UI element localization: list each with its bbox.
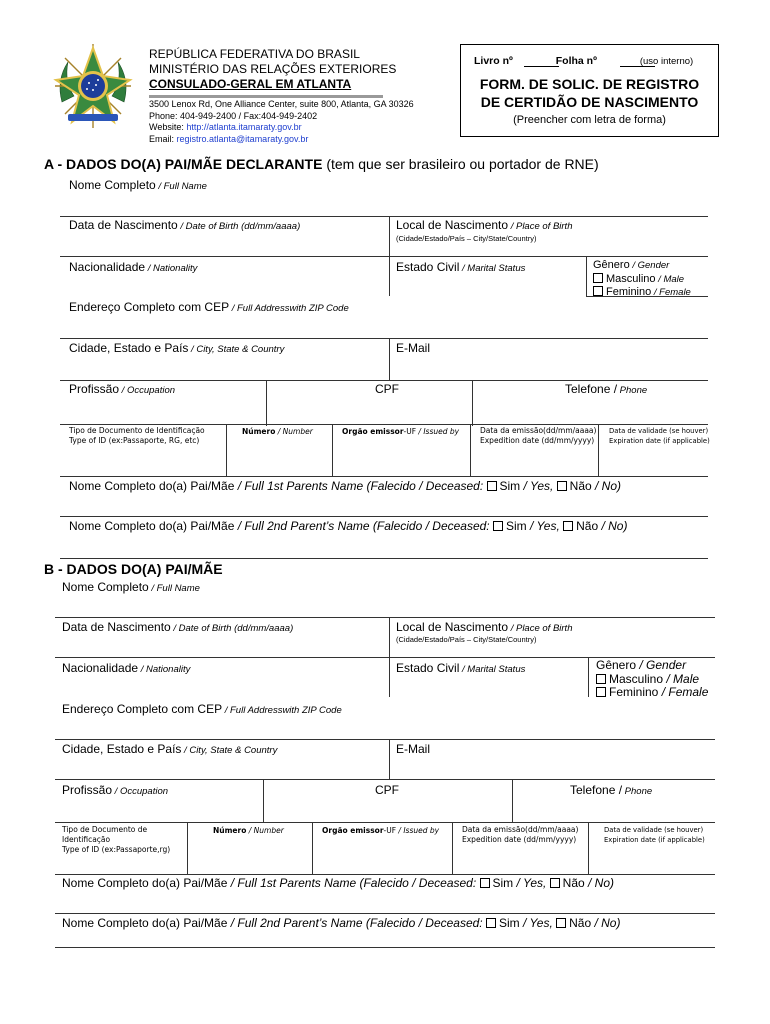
a-parent1-label: Nome Completo do(a) Pai/Mãe / Full 1st Parents Name (Falecido / Deceased: Sim / Yes, Não / No): [69, 479, 622, 493]
b-male-option[interactable]: Masculino / Male: [596, 673, 708, 687]
a-divider: [332, 424, 333, 476]
a-id-number-label: Número / Number: [242, 427, 313, 436]
a-female-option[interactable]: Feminino / Female: [593, 286, 691, 300]
a-line: [60, 424, 708, 425]
a-divider: [586, 256, 587, 296]
a-line: [60, 256, 708, 257]
a-line: [586, 296, 708, 297]
b-pob-label: Local de Nascimento / Place of Birth: [396, 620, 573, 634]
a-line: [60, 476, 708, 477]
folha-label: Folha nº: [555, 55, 597, 67]
a-divider: [472, 380, 473, 426]
b-divider: [588, 822, 589, 874]
b-id-type-label: Tipo de Documento de Identificação Type of ID (ex:Passaporte,rg): [62, 825, 171, 854]
a-divider: [389, 338, 390, 380]
b-parent1-nao-checkbox[interactable]: [550, 878, 560, 888]
b-gender-block: [596, 659, 708, 700]
b-divider: [588, 657, 589, 697]
form-title-box: [460, 44, 719, 137]
header-block: [149, 47, 396, 92]
b-address-label: Endereço Completo com CEP / Full Addresswith ZIP Code: [62, 702, 342, 716]
a-occupation-label: Profissão / Occupation: [69, 382, 176, 396]
b-divider: [263, 779, 264, 823]
b-full-name-label: Nome Completo / Full Name: [62, 580, 200, 594]
coat-of-arms-logo: [52, 40, 134, 132]
b-pob-sub: (Cidade/Estado/País – City/State/Country): [396, 635, 537, 644]
a-cpf-label: CPF: [375, 382, 399, 396]
a-pob-sub: (Cidade/Estado/País – City/State/Country): [396, 234, 537, 243]
a-parent2-nao-checkbox[interactable]: [563, 521, 573, 531]
address-text: 3500 Lenox Rd, One Alliance Center, suite 800, Atlanta, GA 30326: [149, 99, 414, 109]
header-line-ministerio: MINISTÉRIO DAS RELAÇÕES EXTERIORES: [149, 62, 397, 76]
livro-field[interactable]: [524, 66, 559, 67]
a-male-checkbox[interactable]: [593, 273, 603, 283]
a-issue-date-label: Data da emissão(dd/mm/aaaa) Expedition date (dd/mm/yyyy): [480, 426, 597, 445]
b-divider: [312, 822, 313, 874]
b-divider: [512, 779, 513, 823]
b-expiry-label: Data de validade (se houver) Expiration date (if applicable): [604, 826, 705, 844]
website-label: Website:: [149, 122, 187, 132]
b-dob-label: Data de Nascimento / Date of Birth (dd/mm/aaaa): [62, 620, 294, 634]
fill-note: (Preencher com letra de forma): [513, 114, 666, 126]
a-line: [60, 216, 708, 217]
email-link[interactable]: registro.atlanta@itamaraty.gov.br: [176, 133, 309, 144]
header-line-republica: REPÚBLICA FEDERATIVA DO BRASIL: [149, 47, 360, 61]
b-issue-date-label: Data da emissão(dd/mm/aaaa) Expedition date (dd/mm/yyyy): [462, 825, 579, 844]
b-cpf-label: CPF: [375, 783, 399, 797]
header-divider: [149, 95, 383, 98]
b-issuer-label: Orgão emissor-UF / Issued by: [322, 826, 440, 835]
folha-field[interactable]: [620, 66, 655, 67]
b-marital-label: Estado Civil / Marital Status: [396, 661, 526, 675]
a-phone-label: Telefone / Phone: [565, 382, 648, 396]
a-dob-label: Data de Nascimento / Date of Birth (dd/mm/aaaa): [69, 218, 301, 232]
a-parent2-label: Nome Completo do(a) Pai/Mãe / Full 2nd Parent’s Name (Falecido / Deceased: Sim / Yes, Não / No): [69, 519, 628, 533]
b-divider: [389, 657, 390, 697]
website-link[interactable]: http://atlanta.itamaraty.gov.br: [186, 122, 302, 132]
b-line: [55, 617, 715, 618]
a-divider: [470, 424, 471, 476]
section-a-title: A - DADOS DO(A) PAI/MÃE DECLARANTE: [44, 156, 323, 172]
b-parent2-label: Nome Completo do(a) Pai/Mãe / Full 2nd Parent’s Name (Falecido / Deceased: Sim / Yes, Não / No): [62, 916, 621, 930]
section-a-note: (tem que ser brasileiro ou portador de RNE): [322, 156, 599, 172]
b-divider: [452, 822, 453, 874]
b-parent2-sim-checkbox[interactable]: [486, 918, 496, 928]
a-id-type-label: Tipo de Documento de Identificação Type of ID (ex:Passaporte, RG, etc): [69, 426, 205, 445]
a-parent1-nao-checkbox[interactable]: [557, 481, 567, 491]
a-divider: [389, 216, 390, 256]
b-line: [55, 779, 715, 780]
b-line: [55, 822, 715, 823]
uso-interno-label: (uso interno): [639, 56, 694, 67]
form-title-line2: DE CERTIDÃO DE NASCIMENTO: [480, 94, 699, 110]
a-divider: [226, 424, 227, 476]
a-line: [60, 516, 708, 517]
b-divider: [187, 822, 188, 874]
a-line: [60, 338, 708, 339]
b-id-number-label: Número / Number: [213, 826, 284, 835]
b-city-label: Cidade, Estado e País / City, State & Country: [62, 742, 278, 756]
b-female-option[interactable]: Feminino / Female: [596, 686, 708, 700]
a-divider: [266, 380, 267, 426]
b-line: [55, 913, 715, 914]
a-expiry-label: Data de validade (se houver) Expiration date (if applicable): [609, 427, 710, 445]
phone-text: Phone: 404-949-2400 / Fax:404-949-2402: [149, 110, 318, 121]
b-occupation-label: Profissão / Occupation: [62, 783, 169, 797]
b-line: [55, 739, 715, 740]
a-issuer-label: Orgão emissor-UF / Issued by: [342, 427, 460, 436]
a-divider: [598, 424, 599, 476]
a-address-label: Endereço Completo com CEP / Full Addresswith ZIP Code: [69, 300, 349, 314]
header-line-consulado: CONSULADO-GERAL EM ATLANTA: [149, 77, 352, 91]
a-female-checkbox[interactable]: [593, 286, 603, 296]
form-title-line1: FORM. DE SOLIC. DE REGISTRO: [479, 76, 700, 92]
a-gender-block: [593, 259, 691, 300]
b-line: [55, 947, 715, 948]
b-phone-label: Telefone / Phone: [570, 783, 653, 797]
a-divider: [389, 256, 390, 296]
b-gender-label: Gênero / Gender: [596, 658, 687, 672]
b-female-checkbox[interactable]: [596, 687, 606, 697]
a-marital-label: Estado Civil / Marital Status: [396, 260, 526, 274]
a-gender-label: Gênero / Gender: [593, 259, 670, 271]
b-divider: [389, 739, 390, 779]
b-parent1-label: Nome Completo do(a) Pai/Mãe / Full 1st Parents Name (Falecido / Deceased: Sim / Yes, Não / No): [62, 876, 615, 890]
b-divider: [389, 617, 390, 657]
a-email-label: E-Mail: [396, 341, 431, 355]
form-title: [461, 75, 718, 111]
b-nationality-label: Nacionalidade / Nationality: [62, 661, 191, 675]
a-line: [60, 558, 708, 559]
b-line: [55, 874, 715, 875]
b-parent1-sim-checkbox[interactable]: [480, 878, 490, 888]
a-full-name-label: Nome Completo / Full Name: [69, 178, 207, 192]
b-parent2-nao-checkbox[interactable]: [556, 918, 566, 928]
b-email-label: E-Mail: [396, 742, 431, 756]
a-pob-label: Local de Nascimento / Place of Birth: [396, 218, 573, 232]
a-parent2-sim-checkbox[interactable]: [493, 521, 503, 531]
a-city-label: Cidade, Estado e País / City, State & Country: [69, 341, 285, 355]
email-label: Email:: [149, 133, 177, 144]
contact-block: [149, 99, 414, 145]
a-nationality-label: Nacionalidade / Nationality: [69, 260, 198, 274]
a-parent1-sim-checkbox[interactable]: [487, 481, 497, 491]
section-a-heading: [44, 156, 599, 172]
a-male-option[interactable]: Masculino / Male: [593, 273, 691, 287]
section-b-heading: B - DADOS DO(A) PAI/MÃE: [44, 561, 223, 577]
a-line: [60, 380, 708, 381]
b-male-checkbox[interactable]: [596, 674, 606, 684]
livro-label: Livro nº: [474, 55, 513, 67]
